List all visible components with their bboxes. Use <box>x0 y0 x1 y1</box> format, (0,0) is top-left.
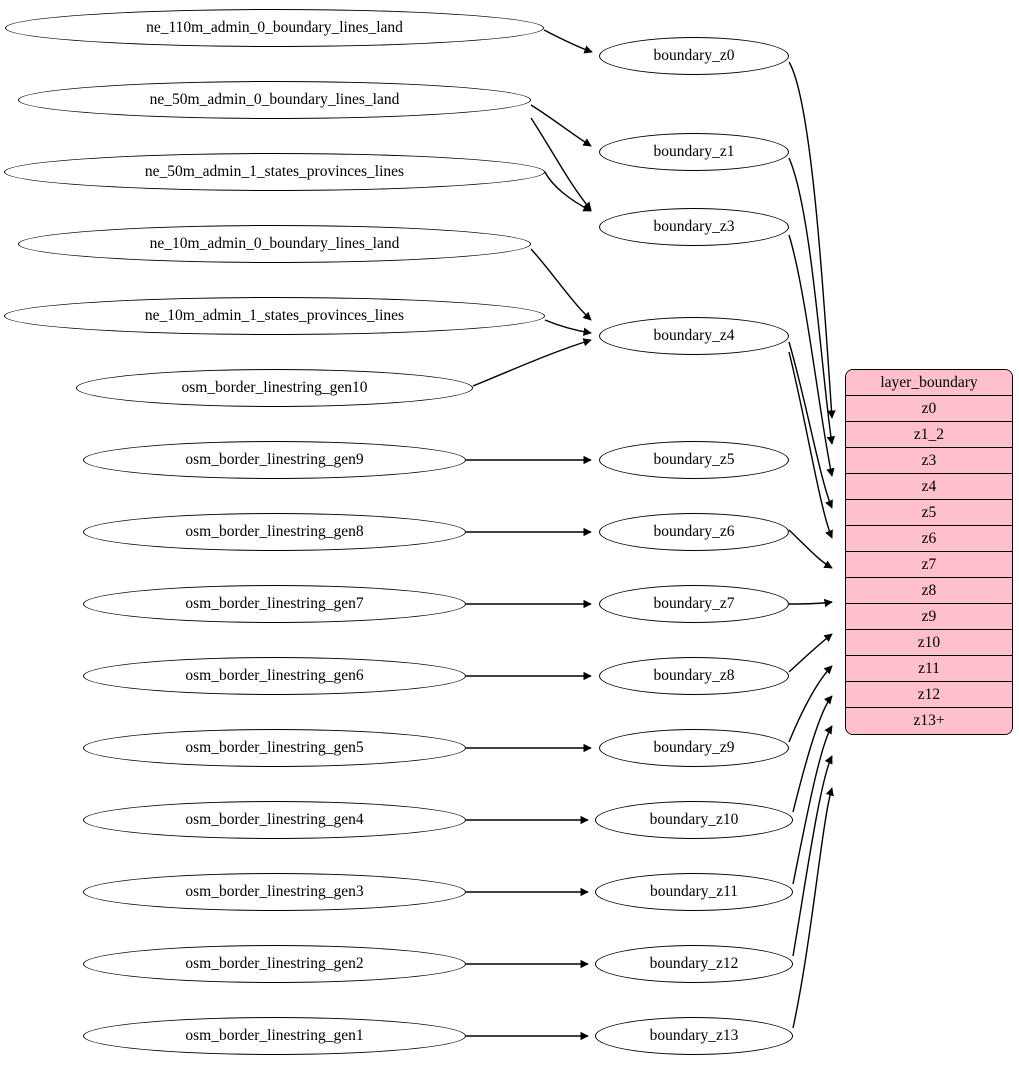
node-label: ne_10m_admin_1_states_provinces_lines <box>144 307 405 324</box>
layer-row-z10[interactable]: z10 <box>846 630 1012 656</box>
layer-row-z4[interactable]: z4 <box>846 474 1012 500</box>
node-osm_border_linestring_gen8[interactable] <box>83 513 466 551</box>
node-osm_border_linestring_gen2[interactable] <box>83 945 466 983</box>
layer-row-z1_2[interactable]: z1_2 <box>846 422 1012 448</box>
layer-row-z12[interactable]: z12 <box>846 682 1012 708</box>
node-osm_border_linestring_gen3[interactable] <box>83 873 466 911</box>
node-label: osm_border_linestring_gen9 <box>185 451 364 468</box>
layer-row-z7[interactable]: z7 <box>846 552 1012 578</box>
node-label: boundary_z6 <box>653 523 735 540</box>
node-label: boundary_z10 <box>649 811 739 828</box>
node-label: ne_50m_admin_0_boundary_lines_land <box>149 91 400 108</box>
layer-row-z8[interactable]: z8 <box>846 578 1012 604</box>
node-osm_border_linestring_gen6[interactable] <box>83 657 466 695</box>
layer-table-header: layer_boundary <box>846 370 1012 396</box>
node-label: osm_border_linestring_gen3 <box>185 883 364 900</box>
node-boundary_z11[interactable] <box>595 873 793 911</box>
node-boundary_z1[interactable] <box>599 133 789 171</box>
layer-row-z3[interactable]: z3 <box>846 448 1012 474</box>
node-label: osm_border_linestring_gen4 <box>185 811 364 828</box>
node-label: boundary_z11 <box>649 883 739 900</box>
node-boundary_z8[interactable] <box>599 657 789 695</box>
node-osm_border_linestring_gen7[interactable] <box>83 585 466 623</box>
node-boundary_z6[interactable] <box>599 513 789 551</box>
node-label: osm_border_linestring_gen6 <box>185 667 364 684</box>
node-ne_10m_admin_1_states_provinces_lines[interactable] <box>4 297 545 335</box>
node-label: boundary_z8 <box>653 667 735 684</box>
node-label: boundary_z9 <box>653 739 735 756</box>
node-osm_border_linestring_gen10[interactable] <box>76 369 473 407</box>
node-osm_border_linestring_gen9[interactable] <box>83 441 466 479</box>
node-ne_50m_admin_1_states_provinces_lines[interactable] <box>4 153 545 191</box>
layer-row-z13plus[interactable]: z13+ <box>846 708 1012 734</box>
layer-row-z6[interactable]: z6 <box>846 526 1012 552</box>
layer-row-z5[interactable]: z5 <box>846 500 1012 526</box>
node-label: boundary_z3 <box>653 218 735 235</box>
node-label: boundary_z0 <box>653 47 735 64</box>
node-boundary_z12[interactable] <box>595 945 793 983</box>
node-label: ne_110m_admin_0_boundary_lines_land <box>146 19 403 36</box>
node-label: osm_border_linestring_gen1 <box>185 1027 364 1044</box>
node-label: boundary_z4 <box>653 327 735 344</box>
node-label: boundary_z7 <box>653 595 735 612</box>
node-label: boundary_z12 <box>649 955 739 972</box>
node-label: osm_border_linestring_gen5 <box>185 739 364 756</box>
node-boundary_z0[interactable] <box>599 37 789 75</box>
node-boundary_z13[interactable] <box>595 1017 793 1055</box>
node-ne_50m_admin_0_boundary_lines_land[interactable] <box>18 81 531 119</box>
node-boundary_z7[interactable] <box>599 585 789 623</box>
node-layer_boundary[interactable] <box>845 369 1013 735</box>
node-osm_border_linestring_gen1[interactable] <box>83 1017 466 1055</box>
node-boundary_z5[interactable] <box>599 441 789 479</box>
node-label: osm_border_linestring_gen7 <box>185 595 364 612</box>
node-osm_border_linestring_gen5[interactable] <box>83 729 466 767</box>
node-label: boundary_z1 <box>653 143 735 160</box>
node-ne_10m_admin_0_boundary_lines_land[interactable] <box>18 225 531 263</box>
node-label: osm_border_linestring_gen2 <box>185 955 364 972</box>
layer-row-z11[interactable]: z11 <box>846 656 1012 682</box>
node-label: osm_border_linestring_gen8 <box>185 523 364 540</box>
node-label: ne_10m_admin_0_boundary_lines_land <box>149 235 400 252</box>
node-label: boundary_z5 <box>653 451 735 468</box>
node-label: boundary_z13 <box>649 1027 739 1044</box>
layer-row-z9[interactable]: z9 <box>846 604 1012 630</box>
node-boundary_z9[interactable] <box>599 729 789 767</box>
node-label: ne_50m_admin_1_states_provinces_lines <box>144 163 405 180</box>
node-boundary_z4[interactable] <box>599 317 789 355</box>
node-osm_border_linestring_gen4[interactable] <box>83 801 466 839</box>
layer-row-z0[interactable]: z0 <box>846 396 1012 422</box>
node-ne_110m_admin_0_boundary_lines_land[interactable] <box>5 9 544 47</box>
node-label: osm_border_linestring_gen10 <box>181 379 368 396</box>
node-boundary_z10[interactable] <box>595 801 793 839</box>
node-boundary_z3[interactable] <box>599 208 789 246</box>
